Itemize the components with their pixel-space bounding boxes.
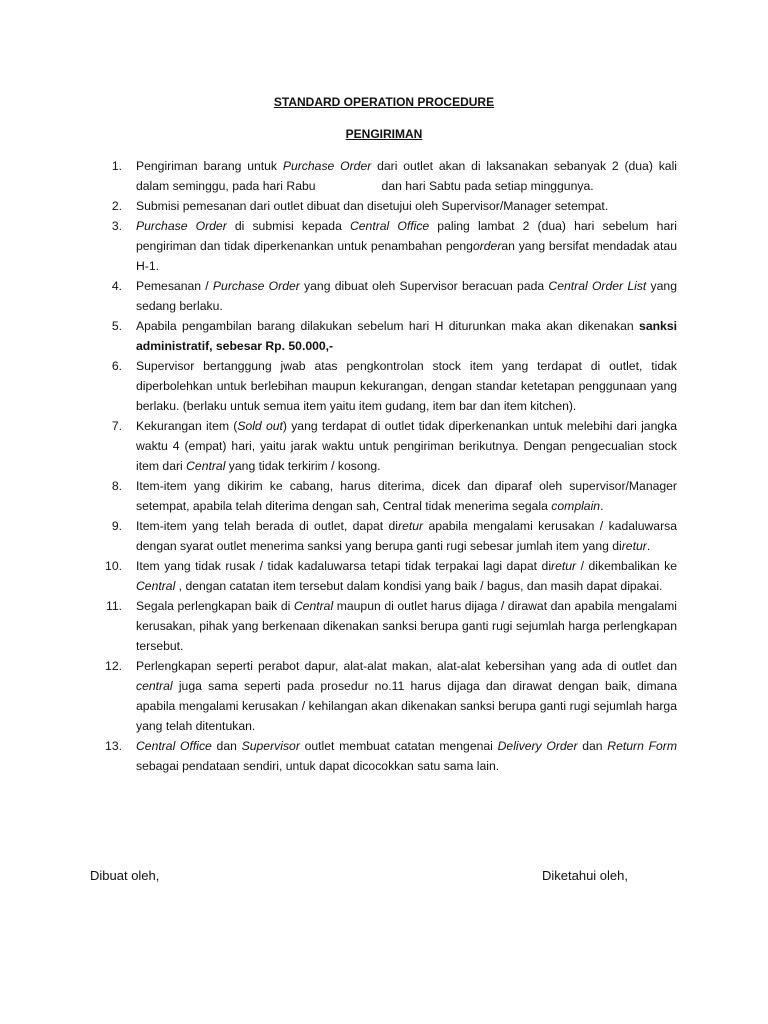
text-run: Pengiriman barang untuk	[136, 159, 283, 173]
text-run: ) yang terdapat di outlet tidak diperkenankan untuk melebihi dari jangka waktu 4 (empat) hari, yaitu jarak waktu untuk pengiriman berikutnya. Dengan pengecualian stock item dari	[136, 419, 677, 473]
item-text	[136, 519, 677, 553]
italic-term: Supervisor	[241, 739, 300, 753]
text-run: Pemesanan /	[136, 279, 213, 293]
item-text	[136, 419, 677, 473]
text-run: Item-item yang dikirim ke cabang, harus diterima, dicek dan diparaf oleh supervisor/Manager setempat, apabila telah diterima dengan sah, Central tidak menerima segala	[136, 479, 677, 513]
text-run: outlet membuat catatan mengenai	[299, 739, 498, 753]
item-text	[136, 659, 677, 733]
procedure-item	[92, 196, 677, 216]
text-run: , dengan catatan item tersebut dalam kondisi yang baik / bagus, dan masih dapat dipakai.	[175, 579, 663, 593]
item-number: 2.	[111, 199, 122, 213]
text-run: apabila mengalami kerusakan / kadaluwarsa dengan syarat outlet menerima sanksi yang berupa ganti rugi sebesar jumlah item yang di	[136, 519, 677, 553]
text-run: maupun di outlet harus dijaga / dirawat dan apabila mengalami kerusakan, pihak yang berkenaan dikenakan sanksi berupa ganti rugi sejumlah harga perlengkapan tersebut.	[136, 599, 677, 653]
italic-term: retur	[551, 559, 577, 573]
procedure-item	[92, 736, 677, 776]
procedure-item	[92, 316, 677, 356]
item-text	[136, 559, 677, 593]
procedure-item	[92, 356, 677, 416]
item-number: 12.	[105, 659, 122, 673]
item-number: 1.	[111, 159, 122, 173]
italic-term: Sold out	[237, 419, 283, 433]
text-run: paling lambat 2 (dua) hari sebelum hari pengiriman dan tidak diperkenankan untuk penambahan peng	[136, 219, 677, 253]
item-number: 8.	[111, 479, 122, 493]
italic-term: retur	[621, 539, 647, 553]
item-number: 7.	[111, 419, 122, 433]
text-run: Kekurangan item (	[136, 419, 238, 433]
text-run: .	[646, 539, 651, 553]
procedure-item	[92, 156, 677, 196]
document-subtitle: PENGIRIMAN	[345, 127, 423, 141]
italic-term: Central Office	[136, 739, 212, 753]
italic-term: Central Order List	[548, 279, 647, 293]
item-text	[136, 219, 677, 273]
text-run: .	[600, 499, 604, 513]
procedure-item	[92, 656, 677, 736]
italic-term: Purchase Order	[136, 219, 227, 233]
text-run: dan	[211, 739, 242, 753]
signature-acknowledged-by: Diketahui oleh,	[542, 868, 628, 883]
italic-term: Central	[186, 459, 226, 473]
item-text	[136, 199, 608, 213]
text-run: Perlengkapan seperti perabot dapur, alat-alat makan, alat-alat kebersihan yang ada di outlet dan	[136, 659, 677, 673]
text-run: yang tidak terkirim / kosong.	[225, 459, 381, 473]
item-number: 5.	[111, 319, 122, 333]
text-run: dan	[577, 739, 608, 753]
italic-term: order	[472, 239, 502, 253]
item-number: 4.	[111, 279, 122, 293]
item-number: 13.	[105, 739, 122, 753]
procedure-item	[92, 516, 677, 556]
text-run: Apabila pengambilan barang dilakukan sebelum hari H diturunkan maka akan dikenakan	[136, 319, 640, 333]
item-number: 10.	[105, 559, 122, 573]
text-run: Item yang tidak rusak / tidak kadaluwarsa tetapi tidak terpakai lagi dapat di	[136, 559, 552, 573]
procedure-item	[92, 476, 677, 516]
item-text	[136, 159, 677, 193]
item-number: 11.	[105, 599, 122, 613]
bold-term: sanksi administratif, sebesar Rp. 50.000,-	[136, 319, 677, 353]
item-text	[136, 479, 677, 513]
text-run: Submisi pemesanan dari outlet dibuat dan disetujui oleh Supervisor/Manager setempat.	[136, 199, 609, 213]
text-run: Item-item yang telah berada di outlet, dapat di	[136, 519, 399, 533]
italic-term: complain	[551, 499, 601, 513]
italic-term: Purchase Order	[212, 279, 300, 293]
text-run: / dikembalikan ke	[576, 559, 677, 573]
italic-term: Delivery Order	[497, 739, 578, 753]
italic-term: retur	[398, 519, 424, 533]
text-run: Supervisor bertanggung jwab atas pengkontrolan stock item yang terdapat di outlet, tidak diperbolehkan untuk berlebihan maupun kekurangan, dengan standar ketetapan penggunaan yang berlaku. (berlaku untuk semua item yaitu item gudang, item bar dan item kitchen).	[136, 359, 677, 413]
text-run: dari outlet akan di laksanakan sebanyak 2 (dua) kali dalam seminggu, pada hari Rabu	[136, 159, 677, 193]
text-run: dan hari Sabtu pada setiap minggunya.	[381, 179, 594, 193]
item-number: 3.	[111, 219, 122, 233]
italic-term: Central	[293, 599, 334, 613]
item-text	[136, 279, 677, 313]
text-run: di submisi kepada	[226, 219, 350, 233]
item-number: 9.	[111, 519, 122, 533]
italic-term: central	[136, 679, 173, 693]
italic-term: Purchase Order	[282, 159, 372, 173]
italic-term: Central	[136, 579, 176, 593]
item-text	[136, 359, 677, 413]
item-text	[136, 319, 677, 353]
procedure-item	[92, 216, 677, 276]
document-title: STANDARD OPERATION PROCEDURE	[273, 95, 495, 109]
procedure-item	[92, 416, 677, 476]
procedure-item	[92, 276, 677, 316]
procedure-list	[92, 156, 677, 776]
text-run: sebagai pendataan sendiri, untuk dapat dicocokkan satu sama lain.	[136, 759, 500, 773]
item-text	[136, 739, 677, 773]
text-run: yang dibuat oleh Supervisor beracuan pada	[299, 279, 549, 293]
italic-term: Central Office	[349, 219, 430, 233]
item-number: 6.	[111, 359, 122, 373]
text-run: Segala perlengkapan baik di	[136, 599, 294, 613]
procedure-item	[92, 556, 677, 596]
signature-created-by: Dibuat oleh,	[90, 868, 160, 883]
italic-term: Return Form	[607, 739, 678, 753]
text-run: an yang bersifat mendadak atau H-1.	[136, 239, 677, 273]
procedure-item	[92, 596, 677, 656]
item-text	[136, 599, 677, 653]
text-run: juga sama seperti pada prosedur no.11 harus dijaga dan dirawat dengan baik, dimana apabila mengalami kerusakan / kehilangan akan dikenakan sanksi berupa ganti rugi sejumlah harga yang telah ditentukan.	[136, 679, 677, 733]
text-run: yang sedang berlaku.	[136, 279, 677, 313]
